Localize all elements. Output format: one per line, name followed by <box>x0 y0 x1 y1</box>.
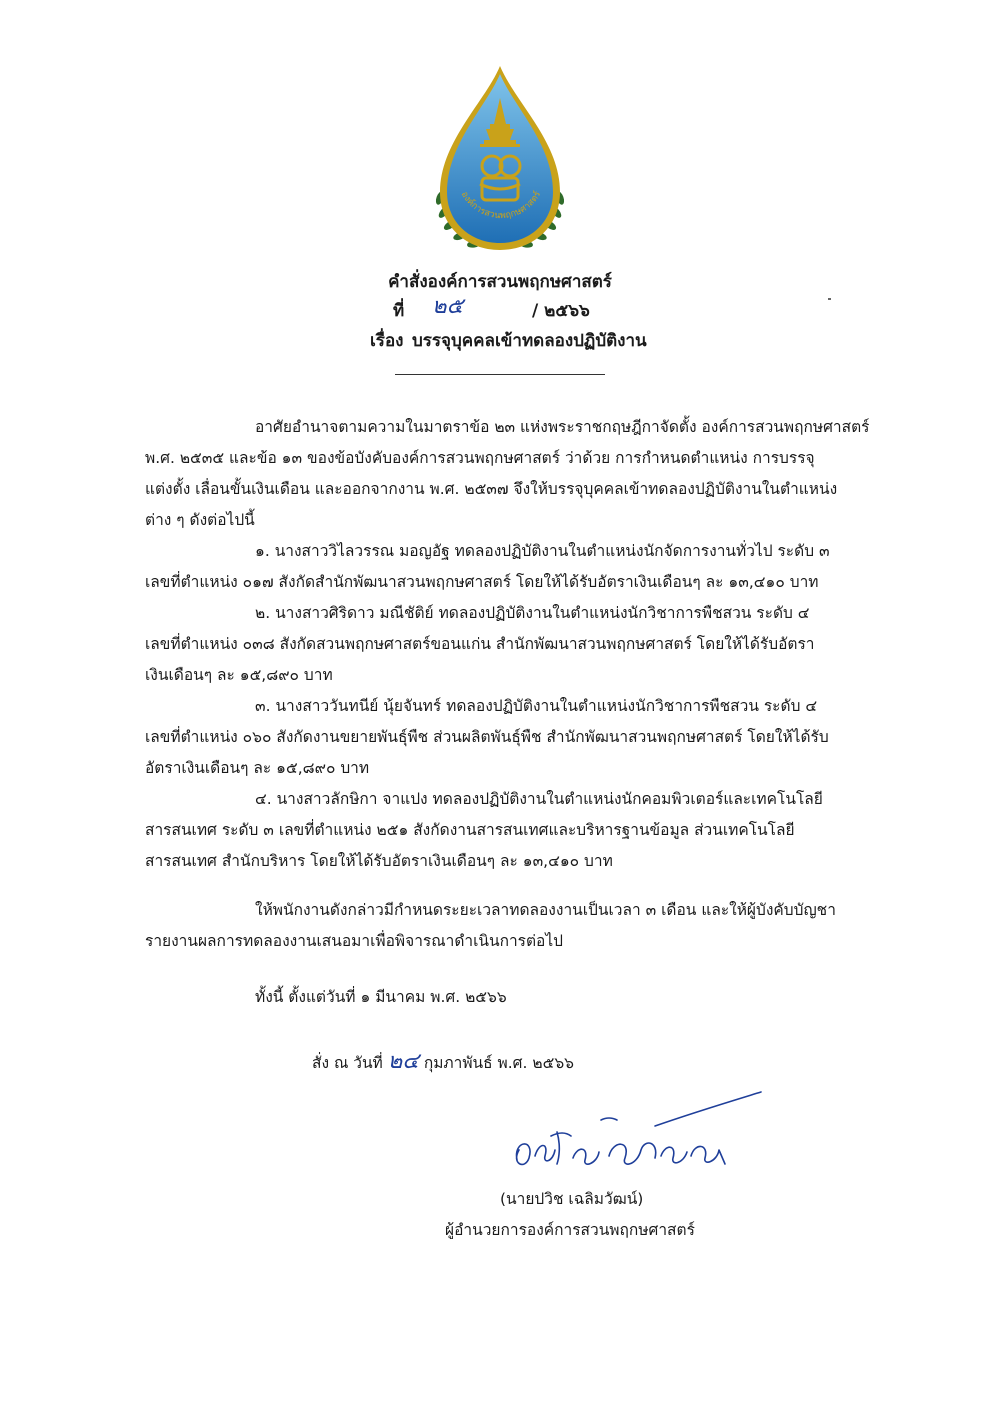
order-number-year: / ๒๕๖๖ <box>532 301 590 321</box>
appointee-3-line: เลขที่ตำแหน่ง ๐๖๐ สังกัดงานขยายพันธุ์พืช ส่วนผลิตพันธุ์พืช สำนักพัฒนาสวนพฤกษศาสตร์ โดยให้ได้รับ <box>145 728 829 746</box>
organization-logo <box>420 62 580 262</box>
probation-line: รายงานผลการทดลองงานเสนอมาเพื่อพิจารณาดำเนินการต่อไป <box>145 932 564 950</box>
appointee-1-line: ๑. นางสาววิไลวรรณ มอญอัฐ ทดลองปฏิบัติงานในตำแหน่งนักจัดการงานทั่วไป ระดับ ๓ <box>255 542 830 560</box>
header-divider <box>395 374 605 375</box>
appointee-2-line: ๒. นางสาวศิริดาว มณีชัติย์ ทดลองปฏิบัติงานในตำแหน่งนักวิชาการพืชสวน ระดับ ๔ <box>255 604 810 622</box>
order-header <box>0 268 1000 356</box>
appointee-2-line: เลขที่ตำแหน่ง ๐๓๘ สังกัดสวนพฤกษศาสตร์ขอนแก่น สำนักพัฒนาสวนพฤกษศาสตร์ โดยให้ได้รับอัตรา <box>145 635 815 653</box>
appointee-2-line: เงินเดือนๆ ละ ๑๕,๘๙๐ บาท <box>145 666 333 684</box>
intro-line: อาศัยอำนาจตามความในมาตราข้อ ๒๓ แห่งพระราชกฤษฎีกาจัดตั้ง องค์การสวนพฤกษศาสตร์ <box>255 418 870 436</box>
order-number-value: ๒๕ <box>432 294 464 319</box>
scan-speck <box>828 298 831 300</box>
order-body <box>145 412 890 957</box>
appointee-3-line: อัตราเงินเดือนๆ ละ ๑๕,๘๙๐ บาท <box>145 759 370 777</box>
subject-text: บรรจุบุคคลเข้าทดลองปฏิบัติงาน <box>412 331 647 351</box>
order-title: คำสั่งองค์การสวนพฤกษศาสตร์ <box>388 272 612 292</box>
intro-line: แต่งตั้ง เลื่อนขั้นเงินเดือน และออกจากงาน พ.ศ. ๒๕๓๗ จึงให้บรรจุบุคคลเข้าทดลองปฏิบัติงานในตำแหน่ง <box>145 480 838 498</box>
ordered-date-suffix: กุมภาพันธ์ พ.ศ. ๒๕๖๖ <box>423 1054 574 1072</box>
handwritten-signature <box>505 1090 765 1180</box>
intro-line: พ.ศ. ๒๕๓๕ และข้อ ๑๓ ของข้อบังคับองค์การสวนพฤกษศาสตร์ ว่าด้วย การกำหนดตำแหน่ง การบรรจุ <box>145 449 815 467</box>
ordered-date <box>312 1043 574 1078</box>
order-number-label: ที่ <box>393 301 405 321</box>
effective-date: ทั้งนี้ ตั้งแต่วันที่ ๑ มีนาคม พ.ศ. ๒๕๖๖ <box>255 988 507 1006</box>
appointee-1-line: เลขที่ตำแหน่ง ๐๑๗ สังกัดสำนักพัฒนาสวนพฤกษศาสตร์ โดยให้ได้รับอัตราเงินเดือนๆ ละ ๑๓,๔๑๐ บาท <box>145 573 819 591</box>
signatory-name: (นายปวิช เฉลิมวัฒน์) <box>500 1190 644 1208</box>
appointee-4-line: สารสนเทศ ระดับ ๓ เลขที่ตำแหน่ง ๒๕๑ สังกัดงานสารสนเทศและบริหารฐานข้อมูล ส่วนเทคโนโลยี <box>145 821 795 839</box>
order-subject-row <box>0 326 1000 356</box>
intro-line: ต่าง ๆ ดังต่อไปนี้ <box>145 511 255 529</box>
appointee-4-line: ๔. นางสาวลักษิกา จาแปง ทดลองปฏิบัติงานในตำแหน่งนักคอมพิวเตอร์และเทคโนโลยี <box>255 790 823 808</box>
order-number-row <box>0 296 1000 326</box>
signatory-position: ผู้อำนวยการองค์การสวนพฤกษศาสตร์ <box>445 1221 695 1239</box>
ordered-date-day: ๒๔ <box>387 1049 419 1074</box>
subject-label: เรื่อง <box>370 331 404 351</box>
logo-seal-text: องค์การสวนพฤกษศาสตร์ <box>458 189 544 222</box>
ordered-date-prefix: สั่ง ณ วันที่ <box>312 1054 383 1072</box>
appointee-3-line: ๓. นางสาววันทนีย์ นุ้ยจันทร์ ทดลองปฏิบัติงานในตำแหน่งนักวิชาการพืชสวน ระดับ ๔ <box>255 697 818 715</box>
appointee-4-line: สารสนเทศ สำนักบริหาร โดยให้ได้รับอัตราเงินเดือนๆ ละ ๑๓,๔๑๐ บาท <box>145 852 613 870</box>
probation-line: ให้พนักงานดังกล่าวมีกำหนดระยะเวลาทดลองงานเป็นเวลา ๓ เดือน และให้ผู้บังคับบัญชา <box>255 901 836 919</box>
